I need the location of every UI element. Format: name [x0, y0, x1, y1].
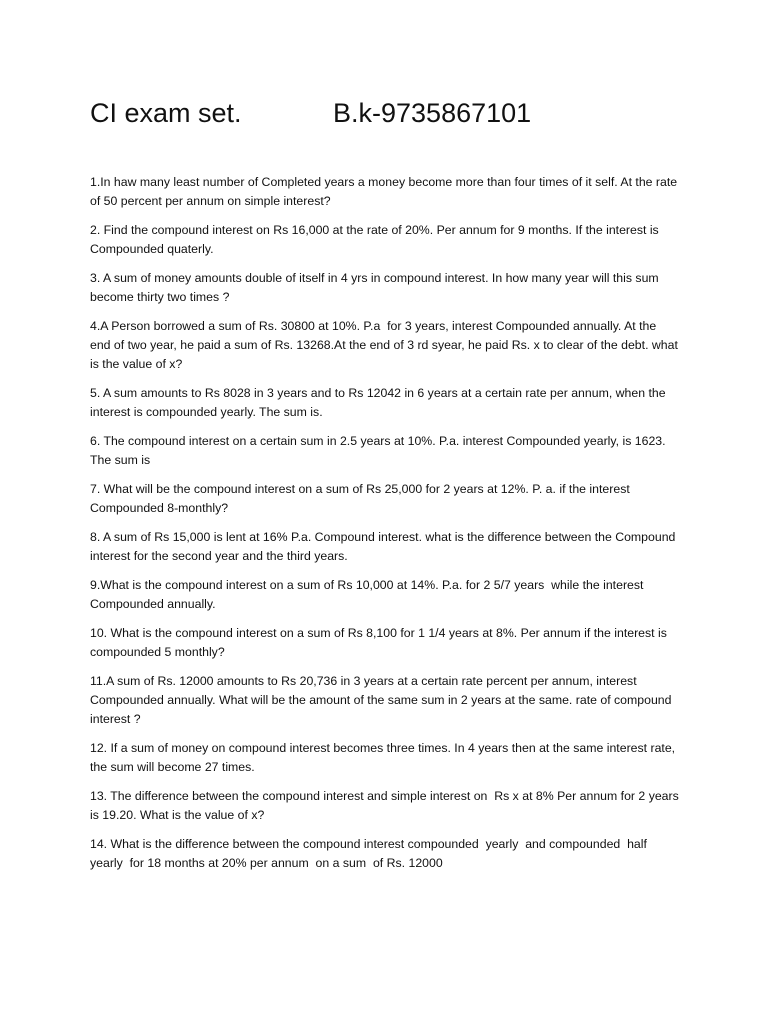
- question-2: 2. Find the compound interest on Rs 16,000 at the rate of 20%. Per annum for 9 months. If the interest is Compounded quaterly.: [90, 223, 663, 256]
- page-title: CI exam set.: [90, 98, 242, 128]
- question-5: 5. A sum amounts to Rs 8028 in 3 years and to Rs 12042 in 6 years at a certain rate per annum, when the interest is compounded yearly. The sum is.: [90, 386, 669, 419]
- question-6: 6. The compound interest on a certain sum in 2.5 years at 10%. P.a. interest Compounded yearly, is 1623. The sum is: [90, 434, 669, 467]
- contact-number: B.k-9735867101: [333, 98, 532, 128]
- question-13: 13. The difference between the compound interest and simple interest on Rs x at 8% Per annum for 2 years is 19.20. What is the value of x?: [90, 789, 683, 822]
- question-4: 4.A Person borrowed a sum of Rs. 30800 at 10%. P.a for 3 years, interest Compounded annually. At the end of two year, he paid a sum of Rs. 13268.At the end of 3 rd syear, he paid Rs. x to clear of the debt. what is the value of x?: [90, 319, 682, 371]
- question-14: 14. What is the difference between the compound interest compounded yearly and compounded half yearly for 18 months at 20% per annum on a sum of Rs. 12000: [90, 837, 651, 870]
- question-1: 1.In haw many least number of Completed years a money become more than four times of it self. At the rate of 50 percent per annum on simple interest?: [90, 175, 681, 208]
- question-11: 11.A sum of Rs. 12000 amounts to Rs 20,736 in 3 years at a certain rate percent per annum, interest Compounded annually. What will be the amount of the same sum in 2 years at the same. rate of compound interest ?: [90, 674, 675, 726]
- question-list: [90, 173, 683, 883]
- question-7: 7. What will be the compound interest on a sum of Rs 25,000 for 2 years at 12%. P. a. if the interest Compounded 8-monthly?: [90, 482, 634, 515]
- question-9: 9.What is the compound interest on a sum of Rs 10,000 at 14%. P.a. for 2 5/7 years while the interest Compounded annually.: [90, 578, 647, 611]
- question-10: 10. What is the compound interest on a sum of Rs 8,100 for 1 1/4 years at 8%. Per annum if the interest is compounded 5 monthly?: [90, 626, 671, 659]
- question-8: 8. A sum of Rs 15,000 is lent at 16% P.a. Compound interest. what is the difference between the Compound interest for the second year and the third years.: [90, 530, 679, 563]
- question-12: 12. If a sum of money on compound interest becomes three times. In 4 years then at the same interest rate, the sum will become 27 times.: [90, 741, 679, 774]
- question-3: 3. A sum of money amounts double of itself in 4 yrs in compound interest. In how many year will this sum become thirty two times ?: [90, 271, 663, 304]
